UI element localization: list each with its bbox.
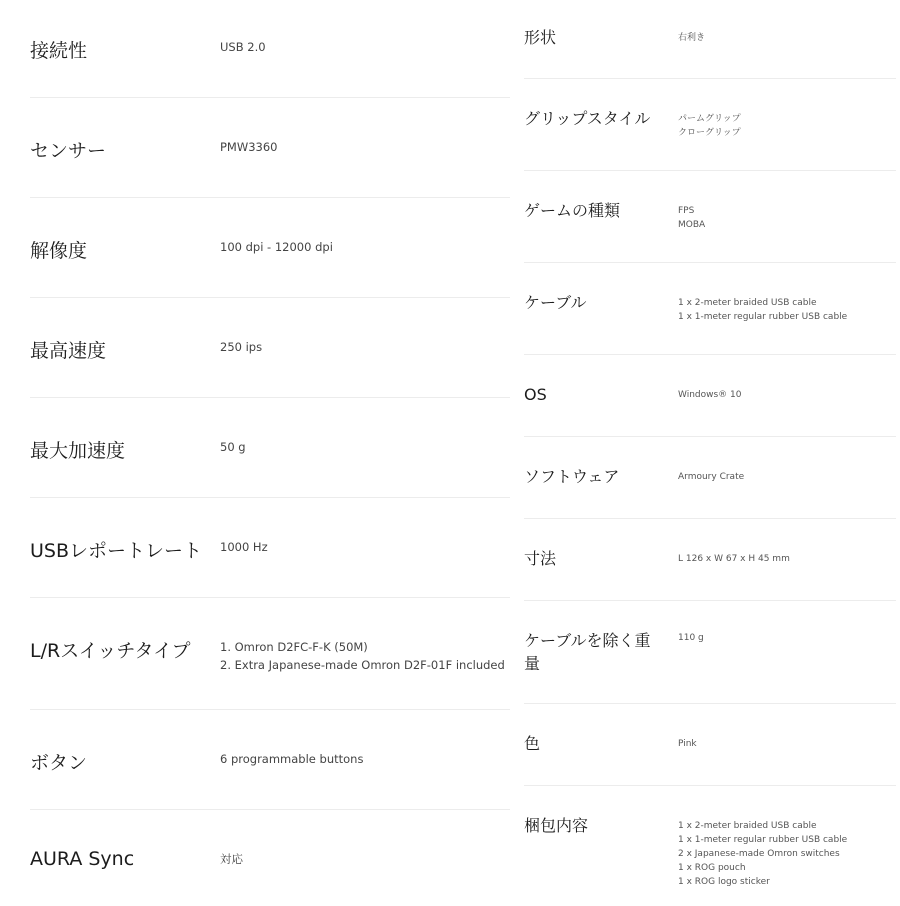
spec-label: 梱包内容: [524, 816, 589, 835]
spec-row-max-acceleration: [30, 398, 510, 498]
spec-value-line: MOBA: [678, 220, 706, 230]
spec-value-line: 100 dpi - 12000 dpi: [220, 240, 333, 254]
spec-label: OS: [524, 385, 547, 404]
spec-value-line: クローグリップ: [678, 128, 741, 138]
spec-row-switch-type: [30, 598, 510, 710]
spec-value-line: 1 x ROG pouch: [678, 863, 746, 873]
spec-value: [220, 438, 246, 456]
spec-value-line: 1 x 1-meter regular rubber USB cable: [678, 835, 848, 845]
spec-label: USBレポートレート: [30, 540, 203, 562]
spec-value: [678, 388, 742, 402]
spec-row-buttons: [30, 710, 510, 810]
spec-column-right: [524, 0, 896, 901]
spec-row-cable: [524, 263, 896, 355]
spec-label: ボタン: [30, 752, 88, 774]
spec-value: [678, 112, 741, 140]
spec-row-max-speed: [30, 298, 510, 398]
spec-value-line: 1 x 1-meter regular rubber USB cable: [678, 312, 848, 322]
spec-value-line: Pink: [678, 739, 697, 749]
spec-value: [678, 737, 697, 751]
spec-value-line: 6 programmable buttons: [220, 752, 364, 766]
spec-row-game-type: [524, 171, 896, 263]
spec-label: 解像度: [30, 240, 88, 262]
spec-value: [220, 338, 262, 356]
spec-value: [220, 850, 243, 868]
spec-value: [678, 552, 790, 566]
spec-label: センサー: [30, 140, 107, 162]
spec-value-line: 右利き: [678, 33, 706, 43]
spec-value-line: 2. Extra Japanese-made Omron D2F-01F included: [220, 658, 505, 672]
spec-row-shape: [524, 0, 896, 79]
spec-value: [220, 238, 333, 256]
spec-value-line: 1 x ROG logo sticker: [678, 877, 770, 887]
spec-value-line: Windows® 10: [678, 390, 742, 400]
spec-label: ソフトウェア: [524, 467, 620, 486]
spec-label: 最高速度: [30, 340, 107, 362]
spec-label: 形状: [524, 28, 557, 47]
spec-row-usb-report-rate: [30, 498, 510, 598]
spec-row-color: [524, 704, 896, 786]
spec-value-line: USB 2.0: [220, 40, 266, 54]
spec-value-line: 1000 Hz: [220, 540, 268, 554]
spec-value: [678, 296, 847, 324]
spec-value: [220, 750, 363, 768]
spec-row-connectivity: [30, 0, 510, 98]
spec-value-line: 2 x Japanese-made Omron switches: [678, 849, 840, 859]
spec-label: ゲームの種類: [524, 201, 621, 220]
spec-value-line: 1 x 2-meter braided USB cable: [678, 298, 817, 308]
spec-row-software: [524, 437, 896, 519]
spec-value: [220, 538, 268, 556]
spec-value: [220, 638, 505, 674]
spec-value-line: 対応: [220, 852, 243, 866]
spec-value-line: L 126 x W 67 x H 45 mm: [678, 554, 790, 564]
spec-label: グリップスタイル: [524, 109, 651, 128]
spec-row-os: [524, 355, 896, 437]
spec-value: [678, 204, 705, 232]
spec-value-line: FPS: [678, 206, 695, 216]
spec-row-package-contents: [524, 786, 896, 901]
spec-value-line: 50 g: [220, 440, 246, 454]
spec-value-line: パームグリップ: [678, 114, 741, 124]
spec-column-left: [30, 0, 510, 906]
spec-value-line: 110 g: [678, 633, 704, 643]
spec-label: ケーブル: [524, 293, 587, 312]
spec-value-line: 1. Omron D2FC-F-K (50M): [220, 640, 368, 654]
spec-value: [678, 631, 704, 645]
spec-value: [678, 470, 744, 484]
spec-row-sensor: [30, 98, 510, 198]
spec-row-aura-sync: [30, 810, 510, 906]
spec-value-line: 1 x 2-meter braided USB cable: [678, 821, 817, 831]
spec-value-line: PMW3360: [220, 140, 278, 154]
spec-value-line: 250 ips: [220, 340, 263, 354]
spec-label: 最大加速度: [30, 440, 126, 462]
spec-row-resolution: [30, 198, 510, 298]
spec-row-dimensions: [524, 519, 896, 601]
spec-value: [220, 38, 266, 56]
spec-label: L/Rスイッチタイプ: [30, 640, 191, 662]
spec-value-line: Armoury Crate: [678, 472, 745, 482]
spec-value: [678, 31, 705, 45]
spec-label: 色: [524, 734, 541, 753]
spec-label: 寸法: [524, 549, 557, 568]
spec-value: [678, 819, 847, 889]
spec-row-grip-style: [524, 79, 896, 171]
spec-label: 接続性: [30, 40, 88, 62]
spec-row-weight: [524, 601, 896, 704]
spec-label: ケーブルを除く重量: [524, 631, 651, 673]
spec-label: AURA Sync: [30, 848, 135, 870]
spec-value: [220, 138, 278, 156]
